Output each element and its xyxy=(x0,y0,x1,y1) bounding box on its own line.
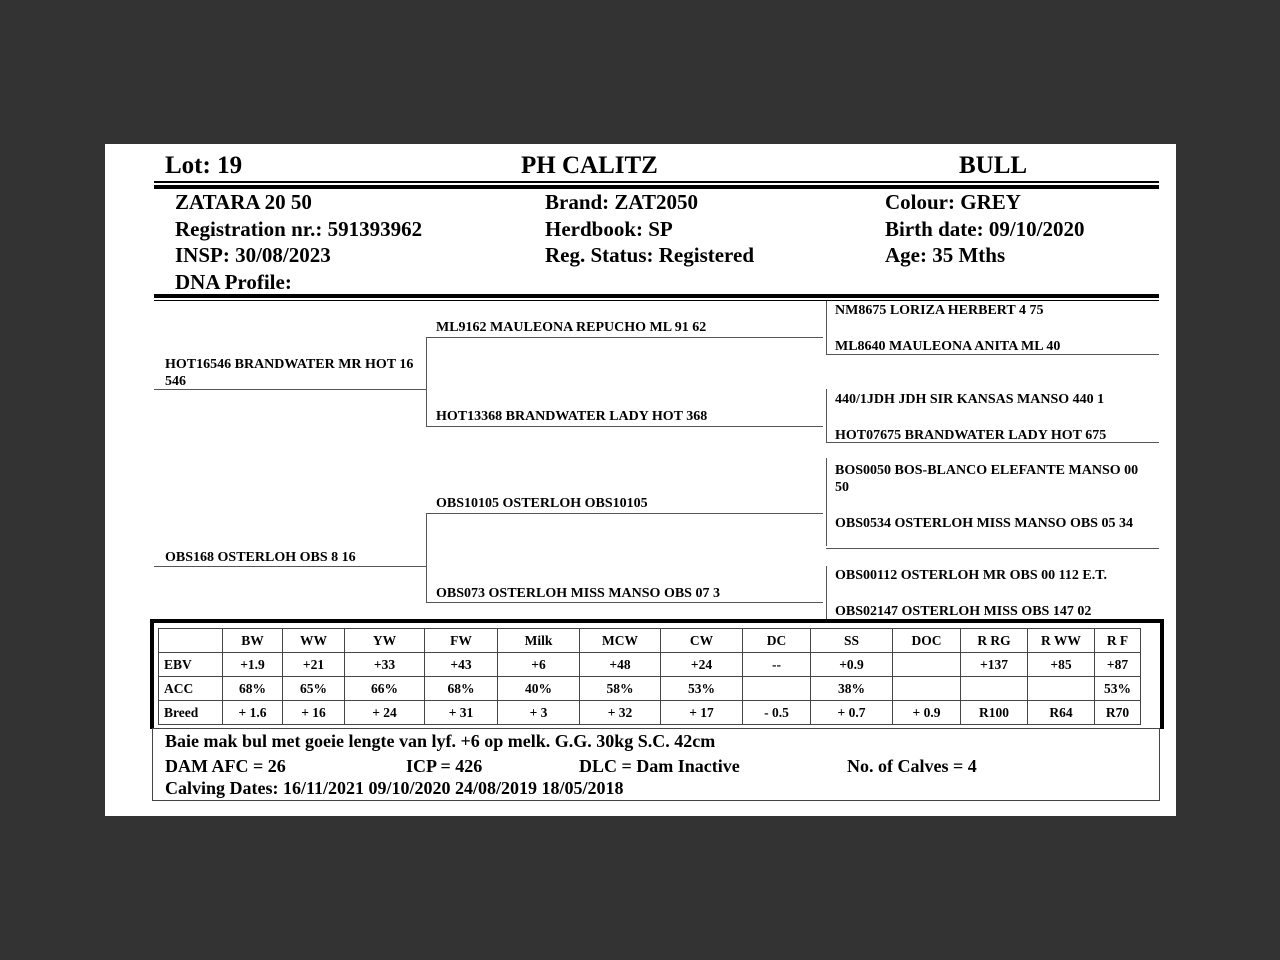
header-rule-thin xyxy=(154,181,1159,183)
ebv-cell: +1.9 xyxy=(223,653,283,677)
breed-cell: + 1.6 xyxy=(223,701,283,725)
pedigree-sire-sire: ML9162 MAULEONA REPUCHO ML 91 62 xyxy=(436,320,707,335)
breed-cell: + 3 xyxy=(498,701,580,725)
ebv-col-header: FW xyxy=(425,629,498,653)
ebv-cell: +24 xyxy=(661,653,743,677)
pedigree-gg-5: BOS0050 BOS-BLANCO ELEFANTE MANSO 00 50 xyxy=(835,463,1139,495)
ebv-cell: +137 xyxy=(961,653,1028,677)
age: Age: 35 Mths xyxy=(885,243,1006,267)
ebv-cell: +6 xyxy=(498,653,580,677)
breed-cell: - 0.5 xyxy=(743,701,811,725)
ebv-col-header: R RG xyxy=(961,629,1028,653)
dna-profile: DNA Profile: xyxy=(175,270,292,294)
pedigree-gg-6: OBS0534 OSTERLOH MISS MANSO OBS 05 34 xyxy=(835,516,1133,531)
inspection-date: INSP: 30/08/2023 xyxy=(175,243,331,267)
colour: Colour: GREY xyxy=(885,190,1021,214)
ebv-frame-left xyxy=(150,619,154,729)
ebv-cell: +33 xyxy=(345,653,425,677)
acc-cell: 40% xyxy=(498,677,580,701)
gg-bracket-4 xyxy=(826,566,827,620)
breed-cell: + 0.7 xyxy=(811,701,893,725)
lot-card xyxy=(105,144,1176,816)
registration-status: Reg. Status: Registered xyxy=(545,243,754,267)
ebv-cell: +87 xyxy=(1095,653,1141,677)
ebv-cell: +43 xyxy=(425,653,498,677)
ebv-col-header: MCW xyxy=(580,629,661,653)
acc-cell: 68% xyxy=(223,677,283,701)
breed-cell: + 24 xyxy=(345,701,425,725)
calving-dates: Calving Dates: 16/11/2021 09/10/2020 24/08/2019 18/05/2018 xyxy=(165,778,624,798)
gg-line-2 xyxy=(826,442,1159,443)
acc-cell: 53% xyxy=(661,677,743,701)
pedigree-dam-dam: OBS073 OSTERLOH MISS MANSO OBS 07 3 xyxy=(436,586,720,601)
pedigree-gg-4: HOT07675 BRANDWATER LADY HOT 675 xyxy=(835,428,1107,442)
acc-cell xyxy=(893,677,961,701)
sire-sire-line xyxy=(426,337,823,338)
breed-cell: + 0.9 xyxy=(893,701,961,725)
gg-bracket-3 xyxy=(826,458,827,546)
ebv-table xyxy=(158,628,1141,725)
pedigree-dam: OBS168 OSTERLOH OBS 8 16 xyxy=(165,550,356,565)
ebv-frame-top xyxy=(150,619,1164,623)
seller-name: PH CALITZ xyxy=(521,152,658,179)
gg-bracket-2 xyxy=(826,389,827,443)
acc-cell: 38% xyxy=(811,677,893,701)
ebv-row-label: EBV xyxy=(159,653,223,677)
ebv-cell: +85 xyxy=(1028,653,1095,677)
dam-line xyxy=(154,566,427,567)
gg-bracket-1 xyxy=(826,301,827,355)
pedigree-gg-7: OBS00112 OSTERLOH MR OBS 00 112 E.T. xyxy=(835,568,1108,583)
ebv-row xyxy=(159,653,1141,677)
birth-date: Birth date: 09/10/2020 xyxy=(885,217,1085,241)
breed-cell: R70 xyxy=(1095,701,1141,725)
sire-bracket xyxy=(426,337,427,426)
info-rule-thick xyxy=(154,294,1159,298)
acc-cell: 65% xyxy=(283,677,345,701)
ebv-header-row xyxy=(159,629,1141,653)
pedigree-gg-3: 440/1JDH JDH SIR KANSAS MANSO 440 1 xyxy=(835,392,1105,407)
dlc: DLC = Dam Inactive xyxy=(579,756,740,776)
pedigree-gg-1: NM8675 LORIZA HERBERT 4 75 xyxy=(835,303,1044,318)
header-rule-thick xyxy=(154,185,1159,189)
acc-cell xyxy=(1028,677,1095,701)
animal-name: ZATARA 20 50 xyxy=(175,190,312,214)
ebv-col-header: DC xyxy=(743,629,811,653)
ebv-cell xyxy=(893,653,961,677)
icp: ICP = 426 xyxy=(406,756,483,776)
ebv-col-header: DOC xyxy=(893,629,961,653)
pedigree-sire: HOT16546 BRANDWATER MR HOT 16 546 xyxy=(165,357,414,389)
pedigree-sire-dam: HOT13368 BRANDWATER LADY HOT 368 xyxy=(436,409,708,424)
info-rule-thin xyxy=(154,300,1159,301)
acc-row xyxy=(159,677,1141,701)
dam-afc: DAM AFC = 26 xyxy=(165,756,286,776)
breed-cell: R100 xyxy=(961,701,1028,725)
acc-cell: 68% xyxy=(425,677,498,701)
ebv-cell: +48 xyxy=(580,653,661,677)
number-of-calves: No. of Calves = 4 xyxy=(847,756,977,776)
herdbook: Herdbook: SP xyxy=(545,217,673,241)
ebv-cell: +0.9 xyxy=(811,653,893,677)
ebv-cell: -- xyxy=(743,653,811,677)
breed-cell: R64 xyxy=(1028,701,1095,725)
pedigree-dam-sire: OBS10105 OSTERLOH OBS10105 xyxy=(436,496,648,511)
acc-cell: 53% xyxy=(1095,677,1141,701)
ebv-col-header: YW xyxy=(345,629,425,653)
dam-sire-line xyxy=(426,513,823,514)
lot-number: Lot: 19 xyxy=(165,152,243,179)
ebv-cell: +21 xyxy=(283,653,345,677)
breed-row xyxy=(159,701,1141,725)
acc-cell xyxy=(743,677,811,701)
ebv-col-header: BW xyxy=(223,629,283,653)
breed-cell: + 17 xyxy=(661,701,743,725)
acc-cell: 58% xyxy=(580,677,661,701)
breed-cell: + 16 xyxy=(283,701,345,725)
ebv-col-header: R F xyxy=(1095,629,1141,653)
dam-bracket xyxy=(426,513,427,602)
registration-number: Registration nr.: 591393962 xyxy=(175,217,423,241)
ebv-col-header: SS xyxy=(811,629,893,653)
acc-row-label: ACC xyxy=(159,677,223,701)
sire-dam-line xyxy=(426,426,823,427)
ebv-frame-right xyxy=(1160,619,1164,729)
pedigree-gg-8: OBS02147 OSTERLOH MISS OBS 147 02 xyxy=(835,604,1092,619)
dam-dam-line xyxy=(426,602,823,603)
animal-type: BULL xyxy=(959,152,1028,179)
acc-cell xyxy=(961,677,1028,701)
breed-cell: + 32 xyxy=(580,701,661,725)
pedigree-gg-2: ML8640 MAULEONA ANITA ML 40 xyxy=(835,339,1061,354)
ebv-col-header: R WW xyxy=(1028,629,1095,653)
ebv-col-header xyxy=(159,629,223,653)
acc-cell: 66% xyxy=(345,677,425,701)
ebv-col-header: Milk xyxy=(498,629,580,653)
breed-row-label: Breed xyxy=(159,701,223,725)
brand: Brand: ZAT2050 xyxy=(545,190,699,214)
ebv-col-header: CW xyxy=(661,629,743,653)
breed-cell: + 31 xyxy=(425,701,498,725)
comment: Baie mak bul met goeie lengte van lyf. +6 op melk. G.G. 30kg S.C. 42cm xyxy=(165,731,716,751)
gg-line-3 xyxy=(826,548,1159,549)
ebv-col-header: WW xyxy=(283,629,345,653)
